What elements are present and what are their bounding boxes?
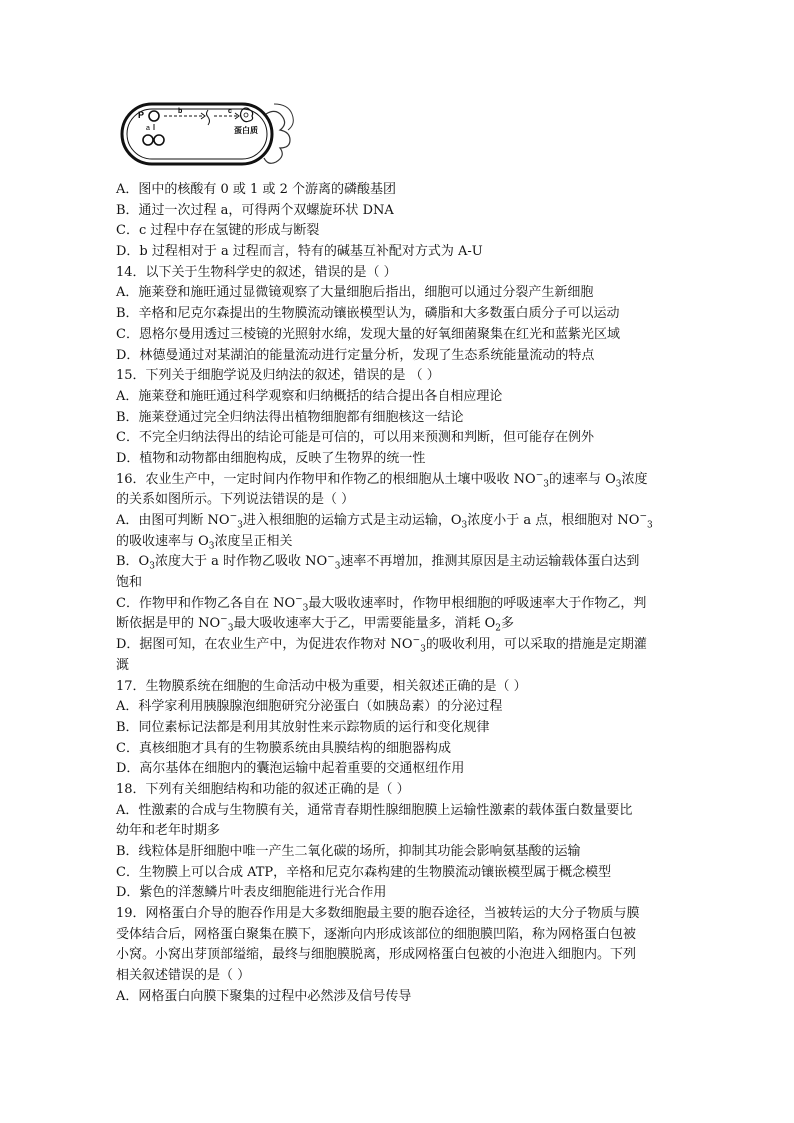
label-b: b <box>178 108 183 115</box>
q17-option-a: A．科学家利用胰腺腺泡细胞研究分泌蛋白（如胰岛素）的分泌过程 <box>116 699 503 715</box>
q15-option-c: C．不完全归纳法得出的结论可能是可信的，可以用来预测和判断，但可能存在例外 <box>116 430 594 446</box>
q15-option-b: B．施莱登通过完全归纳法得出植物细胞都有细胞核这一结论 <box>116 409 464 425</box>
q19-stem-line4: 相关叙述错误的是（ ） <box>116 968 251 984</box>
q14-option-b: B．辛格和尼克尔森提出的生物膜流动镶嵌模型认为，磷脂和大多数蛋白质分子可以运动 <box>116 306 620 322</box>
q18-option-b: B．线粒体是肝细胞中唯一产生二氧化碳的场所，抑制其功能会影响氨基酸的运输 <box>116 844 581 859</box>
q16-option-a-line1: A．由图可判断 $NO^-_3$进入根细胞的运输方式是主动运输，$O_3$浓度小于 a 点，根细胞对 $NO^-_3$ <box>116 511 653 531</box>
label-a: a <box>146 125 150 132</box>
q16-stem-line2: 的关系如图所示。下列说法错误的是（ ） <box>116 492 355 508</box>
label-protein: 蛋白质 <box>234 126 258 135</box>
q14-option-c: C．恩格尔曼用透过三棱镜的光照射水绵，发现大量的好氧细菌聚集在红光和蓝紫光区域 <box>116 326 620 342</box>
q14-option-d: D．林德曼通过对某湖泊的能量流动进行定量分析，发现了生态系统能量流动的特点 <box>116 347 595 363</box>
label-p: P <box>138 110 145 120</box>
q18-stem: 18．下列有关细胞结构和功能的叙述正确的是（ ） <box>116 781 410 797</box>
q19-stem-line2: 受体结合后，网格蛋白聚集在膜下，逐渐向内形成该部位的细胞膜凹陷，称为网格蛋白包被 <box>116 926 637 942</box>
q17-option-c: C．真核细胞才具有的生物膜系统由具膜结构的细胞器构成 <box>116 740 451 756</box>
q16-option-d-line2: 溉 <box>116 657 130 673</box>
q17-option-b: B．同位素标记法都是利用其放射性来示踪物质的运行和变化规律 <box>116 719 490 735</box>
q16-option-b-line2: 饱和 <box>116 575 143 591</box>
q19-stem-line1: 19．网格蛋白介导的胞吞作用是大多数细胞最主要的胞吞途径，当被转运的大分子物质与膜 <box>116 906 640 922</box>
q19-option-a: A．网格蛋白向膜下聚集的过程中必然涉及信号传导 <box>116 988 412 1004</box>
q13-option-a: A．图中的核酸有 0 或 1 或 2 个游离的磷酸基团 <box>116 182 396 197</box>
q14-stem: 14．以下关于生物科学史的叙述，错误的是（ ） <box>116 264 397 280</box>
q15-option-a: A．施莱登和施旺通过科学观察和归纳概括的结合提出各自相应理论 <box>116 388 503 404</box>
label-c: c <box>228 108 232 115</box>
q14-option-a: A．施莱登和施旺通过显微镜观察了大量细胞后指出，细胞可以通过分裂产生新细胞 <box>116 285 594 301</box>
q16-option-c-line1: C．作物甲和作物乙各自在 $NO^-_3$最大吸收速率时，作物甲根细胞的呼吸速率大于作物乙，判 <box>116 594 647 614</box>
q13-option-b: B．通过一次过程 a，可得两个双螺旋环状 DNA <box>116 202 394 218</box>
q13-option-c: C．c 过程中存在氢键的形成与断裂 <box>116 223 320 239</box>
q19-stem-line3: 小窝。小窝出芽顶部缢缩，最终与细胞膜脱离，形成网格蛋白包被的小泡进入细胞内。下列 <box>116 947 637 963</box>
q17-stem: 17．生物膜系统在细胞的生命活动中极为重要，相关叙述正确的是（ ） <box>116 678 527 694</box>
q16-option-b-line1: B．$O_3$浓度大于 a 时作物乙吸收 $NO^-_3$速率不再增加，推测其原因是主动运输载体蛋白达到 <box>116 553 640 572</box>
q15-option-d: D．植物和动物都由细胞构成，反映了生物界的统一性 <box>116 450 426 466</box>
q13-option-d: D．b 过程相对于 a 过程而言，特有的碱基互补配对方式为 A-U <box>116 244 483 260</box>
q16-stem-line1: 16．农业生产中，一定时间内作物甲和作物乙的根细胞从土壤中吸收 $NO^-_3$的速率与 $O_3$浓度 <box>116 470 648 490</box>
q18-option-a-line2: 幼年和老年时期多 <box>116 823 221 839</box>
q18-option-c: C．生物膜上可以合成 ATP，辛格和尼克尔森构建的生物膜流动镶嵌模型属于概念模型 <box>116 864 612 880</box>
q18-option-a-line1: A．性激素的合成与生物膜有关，通常青春期性腺细胞膜上运输性激素的载体蛋白数量要比 <box>116 802 633 818</box>
q18-option-d: D．紫色的洋葱鳞片叶表皮细胞能进行光合作用 <box>116 885 387 901</box>
q16-option-d-line1: D．据图可知，在农业生产中，为促进农作物对 $NO^-_3$的吸收利用，可以采取的措施是定期灌 <box>116 635 647 655</box>
bacterial-gene-expression-diagram <box>116 96 306 174</box>
question-text <box>116 180 686 1008</box>
q17-option-d: D．高尔基体在细胞内的囊泡运输中起着重要的交通枢纽作用 <box>116 761 465 777</box>
q16-option-a-line2: 的吸收速率与 $O_3$浓度呈正相关 <box>116 533 293 552</box>
q15-stem: 15．下列关于细胞学说及归纳法的叙述，错误的是 （ ） <box>116 368 440 384</box>
q16-option-c-line2: 断依据是甲的 $NO^-_3$最大吸收速率大于乙，甲需要能量多，消耗 $O_2$多 <box>116 615 514 635</box>
